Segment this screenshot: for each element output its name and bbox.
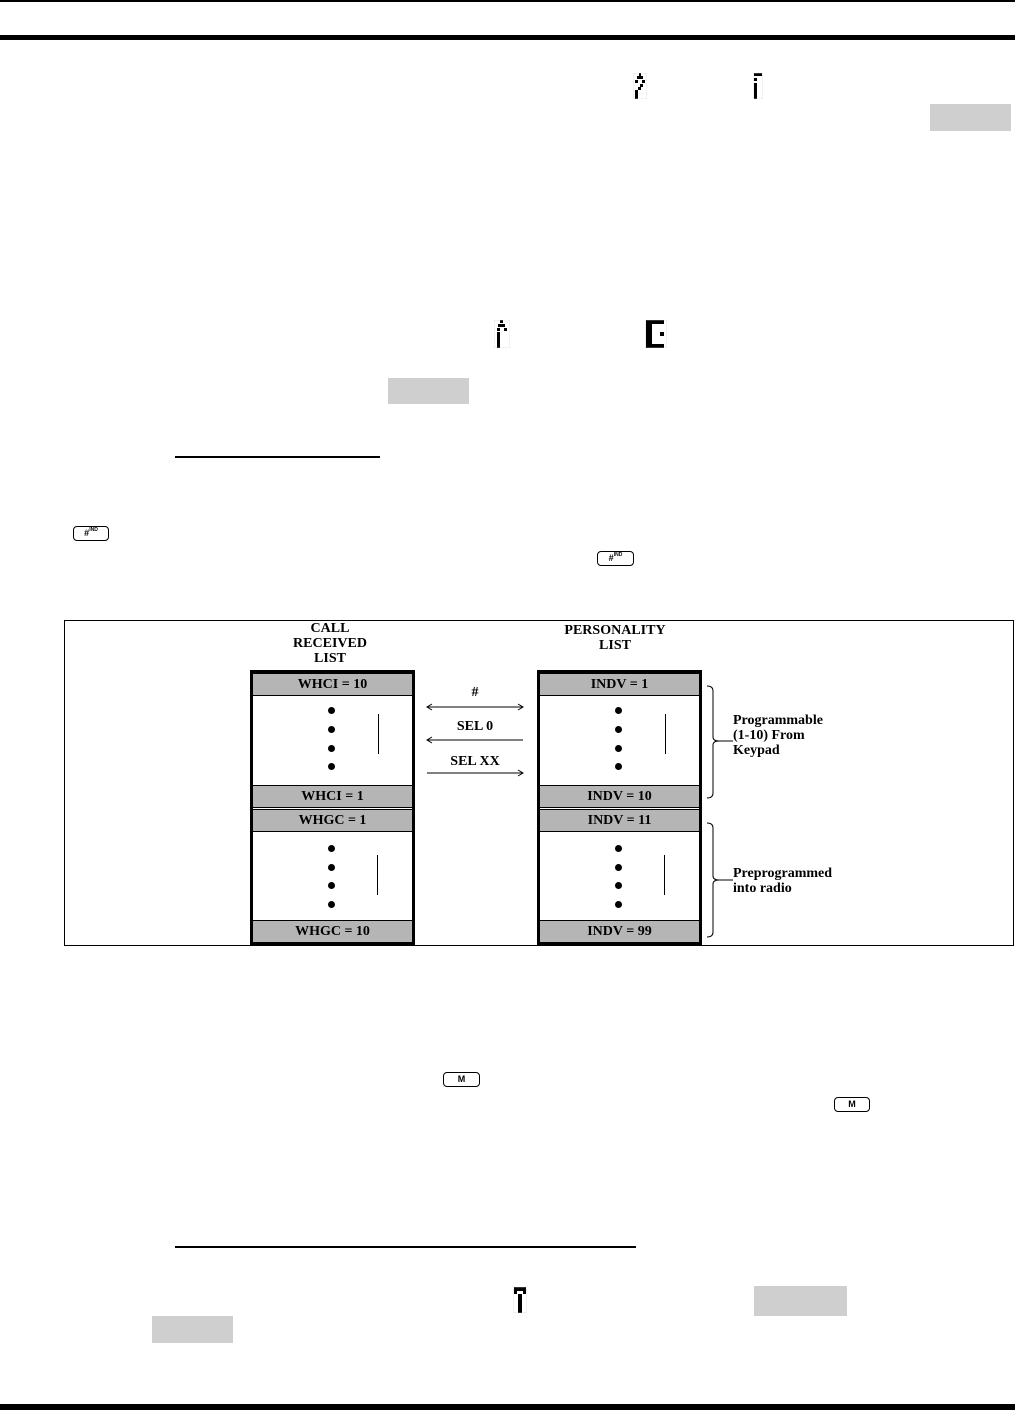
list-cell: WHGC = 10: [253, 920, 412, 943]
list-cell: WHCI = 1: [253, 785, 412, 808]
list-cell: INDV = 99: [540, 920, 699, 943]
header-thick-rule: [0, 35, 1015, 40]
arrow-label: #: [471, 685, 479, 700]
down-arrow-icon: [664, 855, 665, 895]
footer-thick-rule: [0, 1404, 1015, 1410]
ellipsis-dot: [615, 707, 622, 714]
section-heading-underline: [175, 456, 380, 458]
ellipsis-dot: [328, 882, 335, 889]
ellipsis-dot: [328, 845, 335, 852]
right-column-header: PERSONALITY LIST: [564, 623, 666, 653]
bracket-icon: [705, 685, 735, 799]
double-arrow-icon: [425, 703, 525, 711]
highlight-box: [152, 1316, 233, 1343]
ind-key-icon: #$^{IND}$: [73, 526, 109, 541]
ellipsis-dot: [615, 763, 622, 770]
menu-key-icon: M: [834, 1097, 870, 1112]
ellipsis-dot: [328, 707, 335, 714]
down-arrow-icon: [665, 714, 666, 754]
display-glyph-icon: [633, 73, 647, 99]
programmable-label: Programmable (1-10) From Keypad: [733, 713, 823, 758]
display-glyph-icon: [645, 320, 667, 348]
display-glyph-icon: [753, 73, 763, 99]
ellipsis-dot: [615, 726, 622, 733]
section-heading-underline: [175, 1246, 636, 1248]
up-arrow-icon: [378, 714, 379, 754]
arrow-label: SEL XX: [450, 754, 500, 769]
right-arrow-icon: [425, 769, 525, 777]
ellipsis-dot: [615, 901, 622, 908]
list-cell: WHGC = 1: [253, 809, 412, 832]
personality-list: [537, 670, 702, 946]
list-cell: INDV = 10: [540, 785, 699, 808]
ellipsis-dot: [328, 864, 335, 871]
ellipsis-dot: [328, 726, 335, 733]
display-glyph-icon: [494, 320, 510, 348]
list-cell: WHCI = 10: [253, 673, 412, 696]
left-arrow-icon: [425, 736, 525, 744]
menu-key-icon: M: [443, 1072, 480, 1087]
ellipsis-dot: [615, 882, 622, 889]
arrow-label: SEL 0: [456, 719, 494, 734]
left-column-header: CALL RECEIVED LIST: [293, 621, 367, 666]
down-arrow-icon: [377, 855, 378, 895]
ellipsis-dot: [615, 745, 622, 752]
highlight-box: [754, 1286, 847, 1316]
ellipsis-dot: [328, 901, 335, 908]
header-thin-rule: [0, 0, 1015, 2]
list-cell: INDV = 11: [540, 809, 699, 832]
list-cell: INDV = 1: [540, 673, 699, 696]
ellipsis-dot: [615, 845, 622, 852]
highlight-box: [930, 104, 1011, 131]
highlight-box: [388, 378, 469, 404]
ellipsis-dot: [615, 864, 622, 871]
preprogrammed-label: Preprogrammed into radio: [733, 866, 833, 896]
call-received-list: [250, 670, 415, 946]
ind-key-icon: #$^{IND}$: [597, 551, 634, 566]
ellipsis-dot: [328, 745, 335, 752]
bracket-icon: [705, 822, 735, 938]
ellipsis-dot: [328, 763, 335, 770]
call-list-figure: [64, 620, 1014, 946]
display-glyph-icon: [513, 1287, 527, 1313]
